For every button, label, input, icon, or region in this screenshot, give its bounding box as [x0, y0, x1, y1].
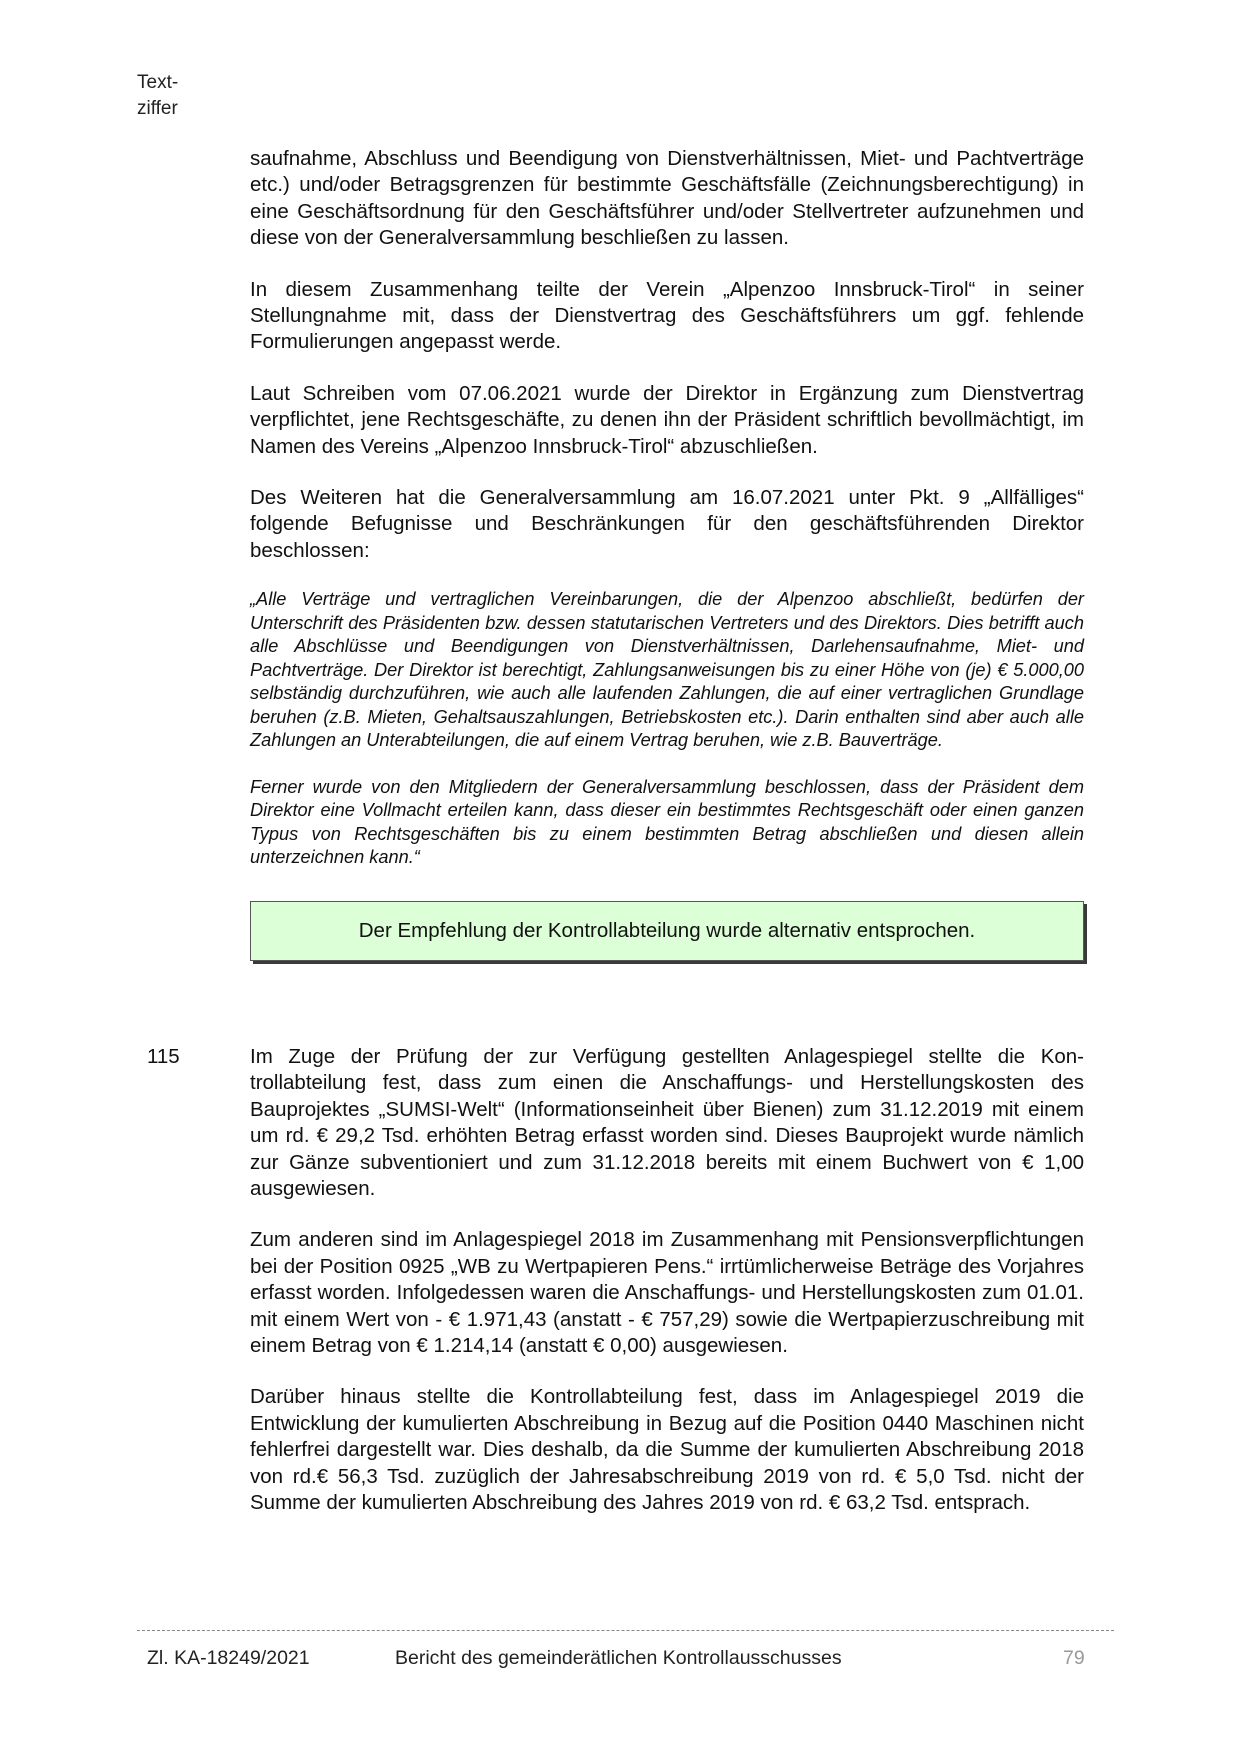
footer-report-title: Bericht des gemeinderätlichen Kontrollausschusses: [395, 1647, 842, 1669]
body-paragraph: In diesem Zusammenhang teilte der Verein „Alpenzoo Innsbruck-Tirol“ in seiner Stellungnahme mit, dass der Dienstvertrag des Geschäftsführers um ggf. fehlende Formulierungen angepasst werde.: [250, 277, 1084, 354]
footer-reference: Zl. KA-18249/2021: [147, 1647, 310, 1669]
recommendation-status-box: [250, 901, 1084, 961]
margin-label-line-1: Text-: [137, 72, 179, 93]
margin-label-line-2: ziffer: [137, 98, 178, 119]
text-number: 115: [147, 1045, 180, 1068]
body-paragraph: Im Zuge der Prüfung der zur Verfügung gestellten Anlagespiegel stellte die Kontrollabteilung fest, dass zum einen die Anschaffungs- und Herstellungskosten des Bauprojektes „SUMSI-Welt“ (Informationseinheit über Bienen) zum 31.12.2019 mit einem um rd. € 29,2 Tsd. erhöhten Betrag erfasst worden sind. Dieses Bauprojekt wurde nämlich zur Gänze subventioniert und zum 31.12.2018 bereits mit einem Buchwert von € 1,00 ausgewiesen.: [250, 1045, 1084, 1201]
quoted-resolution-paragraph: „Alle Verträge und vertraglichen Vereinbarungen, die der Alpenzoo abschließt, bedürfen der Unterschrift des Präsidenten bzw. dessen statutarischen Vertreters und des Direktors. Dies betrifft auch alle Abschlüsse und Beendigungen von Dienstverhältnissen, Darlehensaufnahme, Miet- und Pachtverträge. Der Direktor ist berechtigt, Zahlungsanweisungen bis zu einer Höhe von (je) € 5.000,00 selbständig durchzuführen, wie auch alle laufenden Zahlungen, die auf einer vertraglichen Grundlage beruhen (z.B. Mieten, Gehaltsauszahlungen, Betriebskosten etc.). Darin enthalten sind aber auch alle Zahlungen an Unterabteilungen, die auf einem Vertrag beruhen, wie z.B. Bauverträge.: [250, 589, 1084, 751]
main-content: [250, 146, 1084, 961]
body-paragraph: Darüber hinaus stellte die Kontrollabteilung fest, dass im Anlagespiegel 2019 die Entwicklung der kumulierten Abschreibung in Bezug auf die Position 0440 Maschinen nicht fehlerfrei dargestellt war. Dies deshalb, da die Summe der kumulierten Abschreibung 2018 von rd.€ 56,3 Tsd. zuzüglich der Jahresabschreibung 2019 von rd. € 5,0 Tsd. nicht der Summe der kumulierten Abschreibung des Jahres 2019 von rd. € 63,2 Tsd. entsprach.: [250, 1385, 1084, 1515]
footer-divider: [137, 1630, 1114, 1631]
recommendation-status-text: Der Empfehlung der Kontrollabteilung wurde alternativ entsprochen.: [358, 918, 976, 942]
page-number: 79: [1063, 1647, 1085, 1669]
body-paragraph: saufnahme, Abschluss und Beendigung von Dienstverhältnissen, Miet- und Pachtverträge etc.) und/oder Betragsgrenzen für bestimmte Geschäftsfälle (Zeichnungsberechtigung) in eine Geschäftsordnung für den Geschäftsführer und/oder Stellvertreter aufzunehmen und diese von der Generalversammlung beschließen zu lassen.: [250, 147, 1084, 250]
body-paragraph: Zum anderen sind im Anlagespiegel 2018 im Zusammenhang mit Pensionsverpflichtungen bei der Position 0925 „WB zu Wertpapieren Pens.“ irrtümlicherweise Beträge des Vorjahres erfasst worden. Infolgedessen waren die Anschaffungs- und Herstellungskosten zum 01.01. mit einem Wert von - € 1.971,43 (anstatt - € 757,29) sowie die Wertpapierzuschreibung mit einem Betrag von € 1.214,14 (anstatt € 0,00) ausgewiesen.: [250, 1228, 1084, 1358]
margin-label-textziffer: [137, 70, 178, 122]
body-paragraph: Des Weiteren hat die Generalversammlung am 16.07.2021 unter Pkt. 9 „Allfälliges“ folgende Befugnisse und Beschränkungen für den geschäftsführenden Direktor beschlossen:: [250, 486, 1084, 562]
section-115-body: [250, 1044, 1084, 1542]
body-paragraph: Laut Schreiben vom 07.06.2021 wurde der Direktor in Ergänzung zum Dienstvertrag verpflichtet, jene Rechtsgeschäfte, zu denen ihn der Präsident schriftlich bevollmächtigt, im Namen des Vereins „Alpenzoo Innsbruck-Tirol“ abzuschließen.: [250, 381, 1084, 458]
quoted-resolution-paragraph: Ferner wurde von den Mitgliedern der Generalversammlung beschlossen, dass der Präsident dem Direktor eine Vollmacht erteilen kann, dass dieser ein bestimmtes Rechtsgeschäft oder einen ganzen Typus von Rechtsgeschäften bis zu einem bestimmten Betrag abschließen und diesen allein unterzeichnen kann.“: [250, 776, 1084, 868]
